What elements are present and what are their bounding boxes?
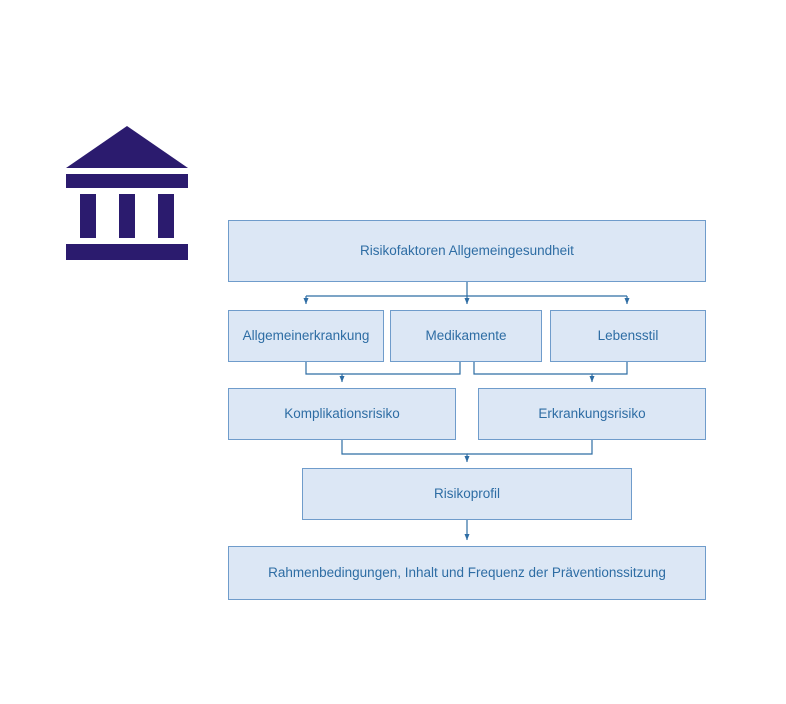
node-komplikationsrisiko[interactable]	[228, 388, 456, 440]
node-label: Allgemeinerkrankung	[242, 327, 370, 343]
node-label: Lebensstil	[597, 327, 659, 343]
classical-building-icon	[66, 126, 188, 260]
node-lebensstil[interactable]	[550, 310, 706, 362]
node-erkrankungsrisiko[interactable]	[478, 388, 706, 440]
node-allgemeinerkrankung[interactable]	[228, 310, 384, 362]
node-risikofaktoren-allgemeingesundheit[interactable]	[228, 220, 706, 282]
node-label: Komplikationsrisiko	[284, 405, 400, 421]
node-label: Rahmenbedingungen, Inhalt und Frequenz der Präventionssitzung	[268, 564, 666, 580]
node-medikamente[interactable]	[390, 310, 542, 362]
node-label: Risikoprofil	[433, 485, 501, 501]
node-label: Risikofaktoren Allgemeingesundheit	[360, 242, 574, 258]
node-label: Medikamente	[425, 327, 507, 343]
node-label: Erkrankungsrisiko	[538, 405, 646, 421]
node-risikoprofil[interactable]	[302, 468, 632, 520]
node-rahmenbedingungen-praeventionssitzung[interactable]	[228, 546, 706, 600]
